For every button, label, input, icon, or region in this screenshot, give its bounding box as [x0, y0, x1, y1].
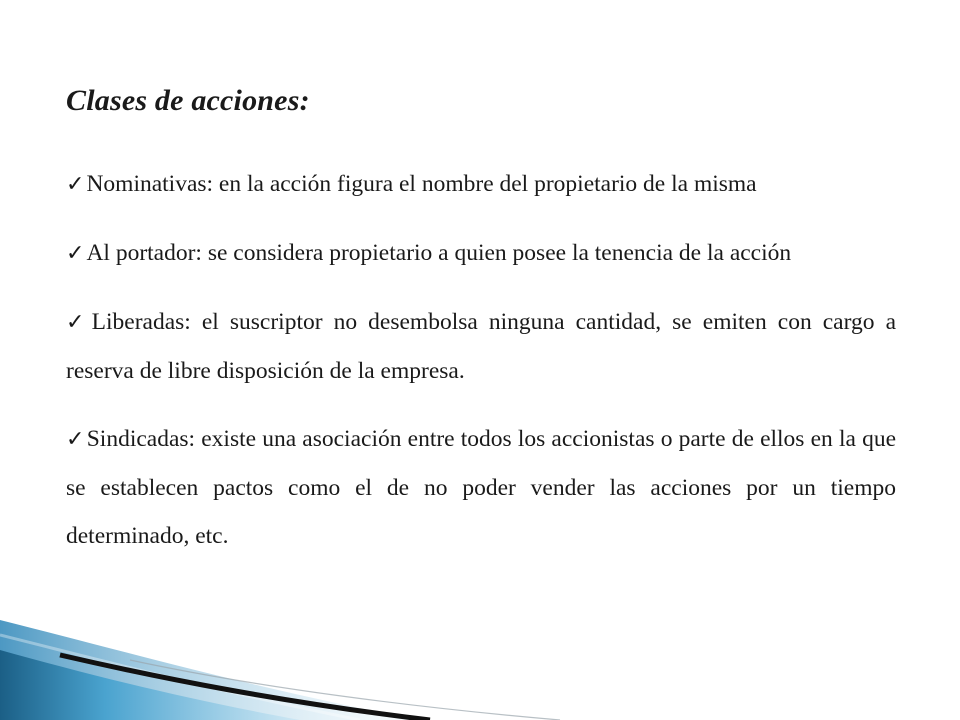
list-item	[66, 160, 896, 209]
check-icon: ✓	[66, 241, 85, 266]
wave-shape-front	[0, 650, 300, 720]
check-icon: ✓	[66, 427, 85, 452]
list-item	[66, 298, 896, 395]
wave-shape-back	[0, 620, 420, 720]
list-item-text: Al portador: se considera propietario a quien posee la tenencia de la acción	[86, 240, 792, 266]
list-item-text: Nominativas: en la acción figura el nombre del propietario de la misma	[86, 171, 757, 197]
decor-line-thin	[130, 660, 560, 720]
list-item	[66, 229, 896, 278]
list-item-text: Sindicadas: existe una asociación entre todos los accionistas o parte de ellos en la que se establecen pactos como el de no poder vender las acciones por un tiempo determinado, etc.	[66, 426, 897, 549]
bullet-list	[66, 160, 896, 580]
list-item-text: Liberadas: el suscriptor no desembolsa ninguna cantidad, se emiten con cargo a reserva de libre disposición de la empresa.	[66, 309, 896, 384]
check-icon: ✓	[66, 310, 90, 335]
list-item	[66, 415, 896, 560]
corner-decoration	[0, 580, 960, 720]
decor-line	[60, 655, 430, 720]
wave-highlight	[0, 635, 360, 720]
slide-title: Clases de acciones:	[66, 84, 310, 117]
check-icon: ✓	[66, 172, 85, 197]
